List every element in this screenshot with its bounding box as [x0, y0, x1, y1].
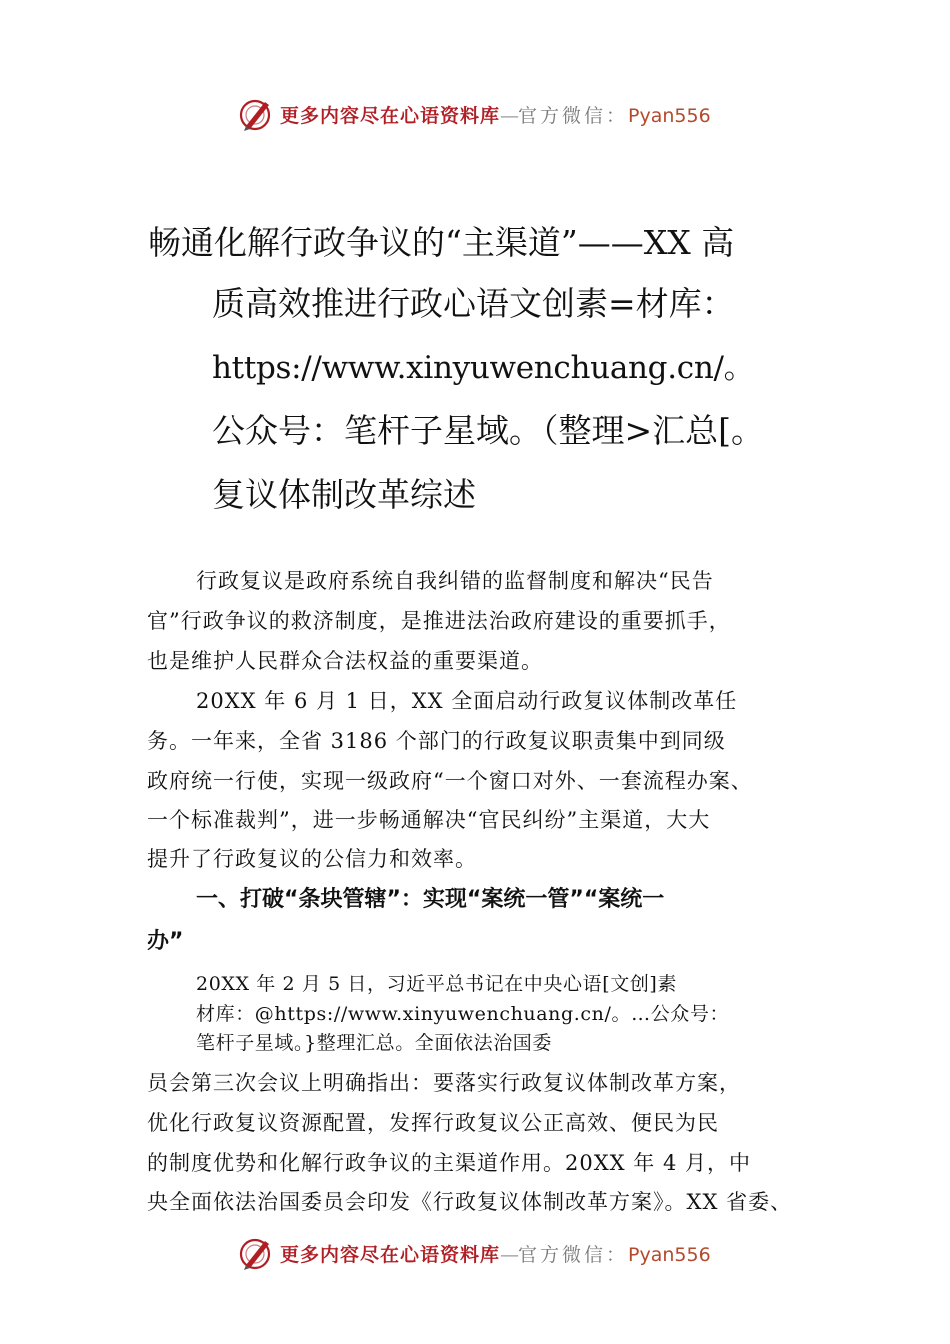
- paragraph-line: 行政复议是政府系统自我纠错的监督制度和解决“民告: [196, 569, 714, 593]
- document-title-line-4: 公众号：笔杆子星域。（整理>汇总[。: [212, 411, 765, 450]
- paragraph-line: 一个标准裁判”，进一步畅通解决“官民纠纷”主渠道，大大: [147, 808, 711, 832]
- paragraph-line: 官”行政争议的救济制度，是推进法治政府建设的重要抓手，: [147, 609, 731, 633]
- banner-wechat-id: Pyan556: [628, 105, 711, 127]
- inset-line: 20XX 年 2 月 5 日，习近平总书记在中央心语[文创]素: [196, 973, 678, 995]
- inset-line: 笔杆子星域。}整理汇总。全面依法治国委: [196, 1032, 552, 1054]
- paragraph-line: 央全面依法治国委员会印发《行政复议体制改革方案》。XX 省委、: [147, 1190, 793, 1214]
- banner-wechat-id: Pyan556: [628, 1244, 711, 1266]
- section-heading: 办”: [147, 929, 184, 954]
- paragraph-line: 优化行政复议资源配置，发挥行政复议公正高效、便民为民: [147, 1111, 719, 1135]
- banner-separator: —: [500, 1244, 519, 1266]
- pen-logo-icon: [238, 96, 274, 132]
- paragraph-line: 务。一年来，全省 3186 个部门的行政复议职责集中到同级: [147, 729, 726, 753]
- paragraph-line: 员会第三次会议上明确指出：要落实行政复议体制改革方案，: [147, 1071, 741, 1095]
- header-banner: [0, 94, 950, 134]
- paragraph-line: 也是维护人民群众合法权益的重要渠道。: [147, 649, 543, 673]
- paragraph-line: 的制度优势和化解行政争议的主渠道作用。20XX 年 4 月，中: [147, 1151, 752, 1175]
- banner-separator: —: [500, 105, 519, 127]
- document-title-line-1: 畅通化解行政争议的“主渠道”——XX 高: [148, 223, 735, 262]
- footer-banner: [0, 1233, 950, 1273]
- paragraph-line: 政府统一行使，实现一级政府“一个窗口对外、一套流程办案、: [147, 769, 753, 793]
- paragraph-line: 20XX 年 6 月 1 日，XX 全面启动行政复议体制改革任: [196, 689, 738, 713]
- inset-line: 材库：@https://www.xinyuwenchuang.cn/。…公众号：: [196, 1003, 730, 1025]
- section-heading: 一、打破“条块管辖”：实现“案统一管”“案统一: [196, 887, 665, 912]
- document-title-url: https://www.xinyuwenchuang.cn/。: [212, 350, 755, 386]
- banner-main-text: 更多内容尽在心语资料库: [280, 105, 501, 127]
- pen-logo-icon: [238, 1235, 274, 1271]
- document-title-line-5: 复议体制改革综述: [212, 475, 476, 514]
- document-title-line-2: 质高效推进行政心语文创素=材库：: [212, 284, 735, 323]
- banner-wechat-label: 官方微信：: [518, 1244, 629, 1266]
- banner-wechat-label: 官方微信：: [518, 105, 629, 127]
- banner-main-text: 更多内容尽在心语资料库: [280, 1244, 501, 1266]
- paragraph-line: 提升了行政复议的公信力和效率。: [147, 847, 477, 871]
